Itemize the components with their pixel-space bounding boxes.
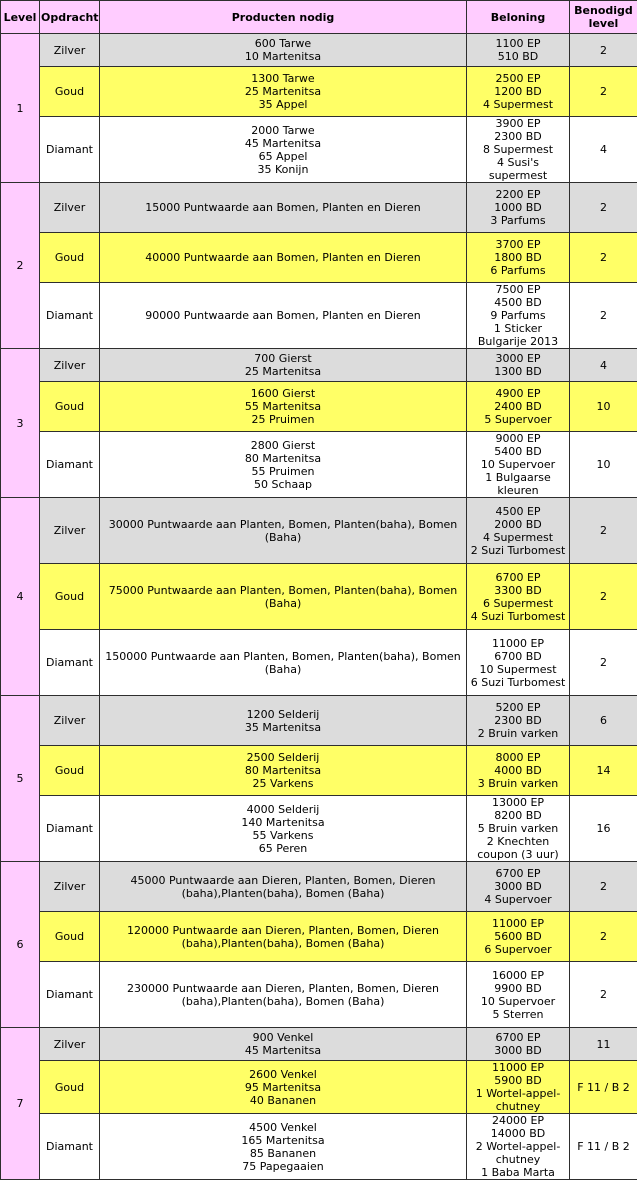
products-cell bbox=[100, 746, 467, 796]
product-line: 2800 Gierst bbox=[101, 439, 465, 452]
tier-cell: Goud bbox=[40, 746, 100, 796]
reward-line: 3000 EP bbox=[468, 352, 568, 365]
products-cell bbox=[100, 349, 467, 382]
quest-row bbox=[1, 1028, 637, 1061]
product-line: 900 Venkel bbox=[101, 1031, 465, 1044]
required-level-cell: 2 bbox=[570, 498, 637, 564]
reward-line: 3000 BD bbox=[468, 1044, 568, 1057]
reward-line: 14000 BD bbox=[468, 1127, 568, 1140]
required-level-cell: 10 bbox=[570, 432, 637, 498]
tier-cell: Zilver bbox=[40, 183, 100, 233]
reward-line: 24000 EP bbox=[468, 1114, 568, 1127]
level-cell: 5 bbox=[1, 696, 40, 862]
reward-line: 4900 EP bbox=[468, 387, 568, 400]
level-cell: 1 bbox=[1, 34, 40, 183]
tier-cell: Goud bbox=[40, 233, 100, 283]
tier-cell: Zilver bbox=[40, 498, 100, 564]
product-line: 2000 Tarwe bbox=[101, 124, 465, 137]
reward-line: 4500 BD bbox=[468, 296, 568, 309]
reward-line: 6700 EP bbox=[468, 867, 568, 880]
quest-row bbox=[1, 117, 637, 183]
reward-line: 1 Sticker Bulgarije 2013 bbox=[468, 322, 568, 348]
products-cell bbox=[100, 34, 467, 67]
required-level-cell: 16 bbox=[570, 796, 637, 862]
product-line: 45000 Puntwaarde aan Dieren, Planten, Bomen, Dieren (baha),Planten(baha), Bomen (Baha) bbox=[101, 874, 465, 900]
product-line: 75000 Puntwaarde aan Planten, Bomen, Planten(baha), Bomen (Baha) bbox=[101, 584, 465, 610]
product-line: 4000 Selderij bbox=[101, 803, 465, 816]
product-line: 140 Martenitsa bbox=[101, 816, 465, 829]
quest-row bbox=[1, 233, 637, 283]
tier-cell: Goud bbox=[40, 564, 100, 630]
reward-line: 5600 BD bbox=[468, 930, 568, 943]
reward-line: 1100 EP bbox=[468, 37, 568, 50]
reward-line: 2 Suzi Turbomest bbox=[468, 544, 568, 557]
products-cell bbox=[100, 183, 467, 233]
reward-line: 6 Supermest bbox=[468, 597, 568, 610]
reward-line: 4 Supermest bbox=[468, 98, 568, 111]
quest-row bbox=[1, 382, 637, 432]
product-line: 25 Martenitsa bbox=[101, 365, 465, 378]
required-level-cell: 11 bbox=[570, 1028, 637, 1061]
products-cell bbox=[100, 912, 467, 962]
products-cell bbox=[100, 962, 467, 1028]
tier-cell: Diamant bbox=[40, 962, 100, 1028]
required-level-cell: 2 bbox=[570, 67, 637, 117]
level-cell: 6 bbox=[1, 862, 40, 1028]
product-line: 80 Martenitsa bbox=[101, 764, 465, 777]
products-cell bbox=[100, 630, 467, 696]
product-line: 700 Gierst bbox=[101, 352, 465, 365]
product-line: 230000 Puntwaarde aan Dieren, Planten, Bomen, Dieren (baha),Planten(baha), Bomen (Baha) bbox=[101, 982, 465, 1008]
required-level-cell: 2 bbox=[570, 283, 637, 349]
quest-row bbox=[1, 67, 637, 117]
required-level-cell: 2 bbox=[570, 630, 637, 696]
tier-cell: Zilver bbox=[40, 349, 100, 382]
product-line: 75 Papegaaien bbox=[101, 1160, 465, 1173]
quest-body bbox=[1, 34, 637, 1180]
reward-line: 2500 EP bbox=[468, 72, 568, 85]
products-cell bbox=[100, 382, 467, 432]
rewards-cell bbox=[467, 564, 570, 630]
reward-line: 8000 EP bbox=[468, 751, 568, 764]
rewards-cell bbox=[467, 796, 570, 862]
product-line: 25 Martenitsa bbox=[101, 85, 465, 98]
tier-cell: Goud bbox=[40, 382, 100, 432]
reward-line: 5200 EP bbox=[468, 701, 568, 714]
required-level-cell: 14 bbox=[570, 746, 637, 796]
tier-cell: Zilver bbox=[40, 1028, 100, 1061]
required-level-cell: 2 bbox=[570, 564, 637, 630]
required-level-cell: 4 bbox=[570, 349, 637, 382]
reward-line: 4 Supervoer bbox=[468, 893, 568, 906]
reward-line: 8200 BD bbox=[468, 809, 568, 822]
level-cell: 2 bbox=[1, 183, 40, 349]
product-line: 65 Peren bbox=[101, 842, 465, 855]
rewards-cell bbox=[467, 696, 570, 746]
products-cell bbox=[100, 283, 467, 349]
required-level-cell: 2 bbox=[570, 912, 637, 962]
reward-line: 10 Supervoer bbox=[468, 458, 568, 471]
reward-line: 4 Supermest bbox=[468, 531, 568, 544]
quest-row bbox=[1, 498, 637, 564]
products-cell bbox=[100, 564, 467, 630]
product-line: 85 Bananen bbox=[101, 1147, 465, 1160]
rewards-cell bbox=[467, 233, 570, 283]
quest-row bbox=[1, 183, 637, 233]
rewards-cell bbox=[467, 382, 570, 432]
product-line: 50 Schaap bbox=[101, 478, 465, 491]
header-opdracht: Opdracht bbox=[40, 1, 100, 34]
reward-line: 2 Knechten coupon (3 uur) bbox=[468, 835, 568, 861]
header-level: Level bbox=[1, 1, 40, 34]
rewards-cell bbox=[467, 498, 570, 564]
reward-line: 1800 BD bbox=[468, 251, 568, 264]
quest-row bbox=[1, 912, 637, 962]
required-level-cell: 2 bbox=[570, 962, 637, 1028]
quest-row bbox=[1, 34, 637, 67]
rewards-cell bbox=[467, 862, 570, 912]
reward-line: 5 Bruin varken bbox=[468, 822, 568, 835]
product-line: 25 Varkens bbox=[101, 777, 465, 790]
header-beloning: Beloning bbox=[467, 1, 570, 34]
reward-line: 9000 EP bbox=[468, 432, 568, 445]
reward-line: 1000 BD bbox=[468, 201, 568, 214]
level-cell: 3 bbox=[1, 349, 40, 498]
reward-line: 1 Baba Marta bbox=[468, 1166, 568, 1179]
quest-row bbox=[1, 746, 637, 796]
products-cell bbox=[100, 233, 467, 283]
quest-row bbox=[1, 862, 637, 912]
reward-line: 6700 EP bbox=[468, 571, 568, 584]
product-line: 2500 Selderij bbox=[101, 751, 465, 764]
product-line: 120000 Puntwaarde aan Dieren, Planten, Bomen, Dieren (baha),Planten(baha), Bomen (Baha) bbox=[101, 924, 465, 950]
product-line: 90000 Puntwaarde aan Bomen, Planten en Dieren bbox=[101, 309, 465, 322]
products-cell bbox=[100, 862, 467, 912]
reward-line: 1 Bulgaarse kleuren bbox=[468, 471, 568, 497]
products-cell bbox=[100, 1028, 467, 1061]
reward-line: 11000 EP bbox=[468, 917, 568, 930]
reward-line: 6 Parfums bbox=[468, 264, 568, 277]
reward-line: 3700 EP bbox=[468, 238, 568, 251]
product-line: 10 Martenitsa bbox=[101, 50, 465, 63]
reward-line: 4 Suzi Turbomest bbox=[468, 610, 568, 623]
reward-line: 6700 EP bbox=[468, 1031, 568, 1044]
reward-line: 2 Bruin varken bbox=[468, 727, 568, 740]
product-line: 45 Martenitsa bbox=[101, 137, 465, 150]
product-line: 1300 Tarwe bbox=[101, 72, 465, 85]
quest-row bbox=[1, 349, 637, 382]
tier-cell: Goud bbox=[40, 67, 100, 117]
products-cell bbox=[100, 796, 467, 862]
tier-cell: Zilver bbox=[40, 696, 100, 746]
level-cell: 4 bbox=[1, 498, 40, 696]
product-line: 1600 Gierst bbox=[101, 387, 465, 400]
tier-cell: Goud bbox=[40, 1061, 100, 1114]
reward-line: 7500 EP bbox=[468, 283, 568, 296]
tier-cell: Diamant bbox=[40, 117, 100, 183]
level-cell: 7 bbox=[1, 1028, 40, 1180]
rewards-cell bbox=[467, 630, 570, 696]
reward-line: 4 Susi's supermest bbox=[468, 156, 568, 182]
rewards-cell bbox=[467, 1028, 570, 1061]
quest-row bbox=[1, 796, 637, 862]
product-line: 40 Bananen bbox=[101, 1094, 465, 1107]
reward-line: 510 BD bbox=[468, 50, 568, 63]
required-level-cell: 4 bbox=[570, 117, 637, 183]
required-level-cell: 6 bbox=[570, 696, 637, 746]
reward-line: 1300 BD bbox=[468, 365, 568, 378]
reward-line: 6 Supervoer bbox=[468, 943, 568, 956]
reward-line: 11000 EP bbox=[468, 1061, 568, 1074]
quest-row bbox=[1, 432, 637, 498]
product-line: 2600 Venkel bbox=[101, 1068, 465, 1081]
reward-line: 13000 EP bbox=[468, 796, 568, 809]
rewards-cell bbox=[467, 1114, 570, 1180]
reward-line: 11000 EP bbox=[468, 637, 568, 650]
product-line: 55 Pruimen bbox=[101, 465, 465, 478]
product-line: 55 Martenitsa bbox=[101, 400, 465, 413]
products-cell bbox=[100, 1061, 467, 1114]
products-cell bbox=[100, 498, 467, 564]
product-line: 15000 Puntwaarde aan Bomen, Planten en Dieren bbox=[101, 201, 465, 214]
products-cell bbox=[100, 432, 467, 498]
products-cell bbox=[100, 67, 467, 117]
rewards-cell bbox=[467, 349, 570, 382]
reward-line: 3 Bruin varken bbox=[468, 777, 568, 790]
reward-line: 2400 BD bbox=[468, 400, 568, 413]
tier-cell: Diamant bbox=[40, 630, 100, 696]
reward-line: 2300 BD bbox=[468, 130, 568, 143]
quest-row bbox=[1, 1114, 637, 1180]
rewards-cell bbox=[467, 1061, 570, 1114]
tier-cell: Zilver bbox=[40, 34, 100, 67]
reward-line: 6 Suzi Turbomest bbox=[468, 676, 568, 689]
product-line: 4500 Venkel bbox=[101, 1121, 465, 1134]
product-line: 25 Pruimen bbox=[101, 413, 465, 426]
reward-line: 9900 BD bbox=[468, 982, 568, 995]
product-line: 65 Appel bbox=[101, 150, 465, 163]
product-line: 35 Appel bbox=[101, 98, 465, 111]
products-cell bbox=[100, 117, 467, 183]
product-line: 80 Martenitsa bbox=[101, 452, 465, 465]
reward-line: 16000 EP bbox=[468, 969, 568, 982]
product-line: 95 Martenitsa bbox=[101, 1081, 465, 1094]
required-level-cell: 2 bbox=[570, 862, 637, 912]
tier-cell: Diamant bbox=[40, 283, 100, 349]
reward-line: 5400 BD bbox=[468, 445, 568, 458]
quest-row bbox=[1, 564, 637, 630]
product-line: 40000 Puntwaarde aan Bomen, Planten en Dieren bbox=[101, 251, 465, 264]
tier-cell: Diamant bbox=[40, 796, 100, 862]
reward-line: 2200 EP bbox=[468, 188, 568, 201]
reward-line: 4000 BD bbox=[468, 764, 568, 777]
reward-line: 4500 EP bbox=[468, 505, 568, 518]
rewards-cell bbox=[467, 67, 570, 117]
reward-line: 3000 BD bbox=[468, 880, 568, 893]
reward-line: 5900 BD bbox=[468, 1074, 568, 1087]
header-producten: Producten nodig bbox=[100, 1, 467, 34]
reward-line: 1 Wortel-appel-chutney bbox=[468, 1087, 568, 1113]
rewards-cell bbox=[467, 117, 570, 183]
rewards-cell bbox=[467, 746, 570, 796]
required-level-cell: 2 bbox=[570, 34, 637, 67]
product-line: 55 Varkens bbox=[101, 829, 465, 842]
product-line: 35 Martenitsa bbox=[101, 721, 465, 734]
quest-row bbox=[1, 630, 637, 696]
reward-line: 5 Sterren bbox=[468, 1008, 568, 1021]
product-line: 45 Martenitsa bbox=[101, 1044, 465, 1057]
quest-row bbox=[1, 1061, 637, 1114]
rewards-cell bbox=[467, 912, 570, 962]
required-level-cell: F 11 / B 2 bbox=[570, 1114, 637, 1180]
reward-line: 6700 BD bbox=[468, 650, 568, 663]
header-benodigd: Benodigd level bbox=[570, 1, 637, 34]
reward-line: 1200 BD bbox=[468, 85, 568, 98]
tier-cell: Goud bbox=[40, 912, 100, 962]
rewards-cell bbox=[467, 432, 570, 498]
required-level-cell: F 11 / B 2 bbox=[570, 1061, 637, 1114]
product-line: 30000 Puntwaarde aan Planten, Bomen, Planten(baha), Bomen (Baha) bbox=[101, 518, 465, 544]
reward-line: 3 Parfums bbox=[468, 214, 568, 227]
reward-line: 2000 BD bbox=[468, 518, 568, 531]
products-cell bbox=[100, 1114, 467, 1180]
rewards-cell bbox=[467, 34, 570, 67]
reward-line: 10 Supervoer bbox=[468, 995, 568, 1008]
tier-cell: Diamant bbox=[40, 432, 100, 498]
rewards-cell bbox=[467, 962, 570, 1028]
quest-row bbox=[1, 283, 637, 349]
tier-cell: Diamant bbox=[40, 1114, 100, 1180]
product-line: 150000 Puntwaarde aan Planten, Bomen, Planten(baha), Bomen (Baha) bbox=[101, 650, 465, 676]
required-level-cell: 2 bbox=[570, 233, 637, 283]
quest-row bbox=[1, 696, 637, 746]
required-level-cell: 2 bbox=[570, 183, 637, 233]
reward-line: 5 Supervoer bbox=[468, 413, 568, 426]
product-line: 1200 Selderij bbox=[101, 708, 465, 721]
product-line: 165 Martenitsa bbox=[101, 1134, 465, 1147]
reward-line: 2300 BD bbox=[468, 714, 568, 727]
header-row bbox=[1, 1, 637, 34]
product-line: 35 Konijn bbox=[101, 163, 465, 176]
reward-line: 3300 BD bbox=[468, 584, 568, 597]
product-line: 600 Tarwe bbox=[101, 37, 465, 50]
required-level-cell: 10 bbox=[570, 382, 637, 432]
products-cell bbox=[100, 696, 467, 746]
quest-row bbox=[1, 962, 637, 1028]
reward-line: 8 Supermest bbox=[468, 143, 568, 156]
rewards-cell bbox=[467, 283, 570, 349]
reward-line: 3900 EP bbox=[468, 117, 568, 130]
reward-line: 10 Supermest bbox=[468, 663, 568, 676]
tier-cell: Zilver bbox=[40, 862, 100, 912]
reward-line: 9 Parfums bbox=[468, 309, 568, 322]
rewards-cell bbox=[467, 183, 570, 233]
reward-line: 2 Wortel-appel-chutney bbox=[468, 1140, 568, 1166]
